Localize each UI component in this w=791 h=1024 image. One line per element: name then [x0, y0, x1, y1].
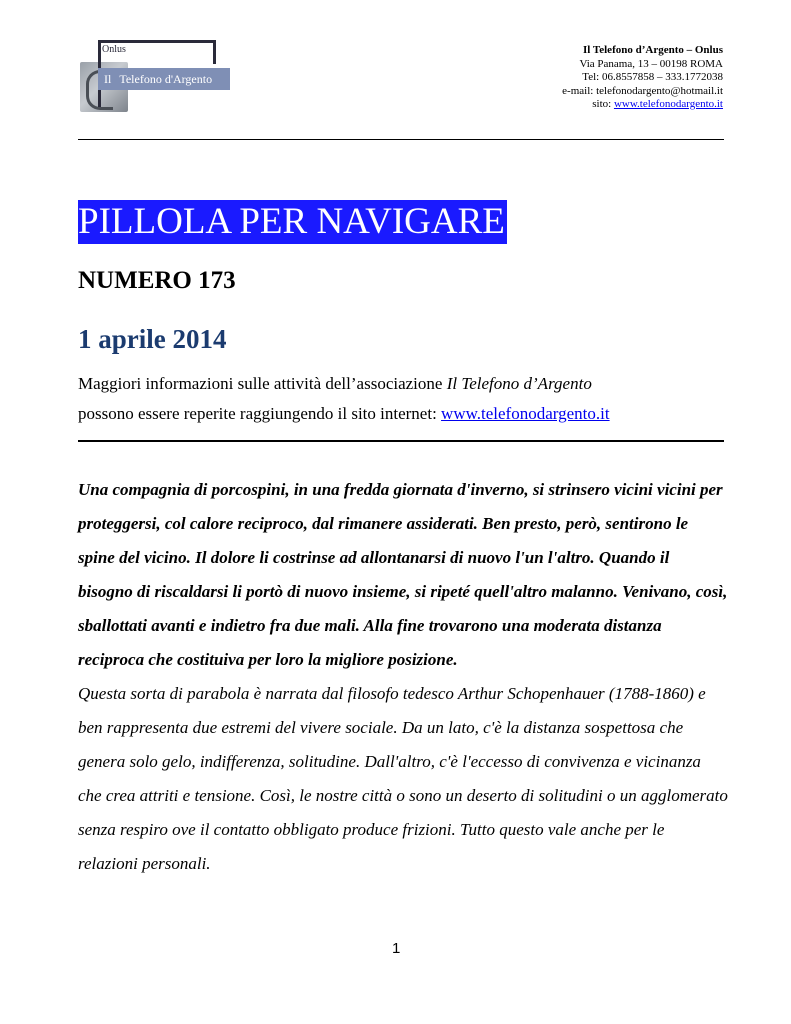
parable-paragraph: Una compagnia di porcospini, in una fredda giornata d'inverno, si strinsero vicini vicini per proteggersi, col calore reciproco, dal rimanere assiderati. Ben presto, però, sentirono le spine del vicino. Il dolore li costrinse ad allontanarsi di nuovo l'un l'altro. Quando il bisogno di riscaldarsi li portò di nuovo insieme, si ripeté quell'altro malanno. Venivano, così, sballottati avanti e indietro fra due mali. Alla fine trovarono una moderata distanza reciproca che costituiva per loro la migliore posizione. — [78, 480, 728, 669]
intro-association-name: Il Telefono d’Argento — [446, 374, 592, 393]
issue-date: 1 aprile 2014 — [78, 324, 227, 354]
intro-divider — [78, 440, 724, 442]
logo-frame-top — [156, 40, 216, 61]
article-body — [78, 473, 728, 881]
logo-frame-right — [213, 40, 216, 64]
header-divider — [78, 139, 724, 140]
contact-site-link[interactable]: www.telefonodargento.it — [613, 98, 723, 110]
contact-site-label: sito: — [592, 98, 614, 110]
page-number: 1 — [392, 940, 401, 957]
logo-il-label: Il — [104, 71, 112, 86]
contact-address: Via Panama, 13 – 00198 ROMA — [579, 57, 723, 70]
page-title: PILLOLA PER NAVIGARE — [78, 201, 505, 242]
intro-text-2: possono essere reperite raggiungendo il sito internet: — [78, 404, 442, 423]
intro-text-1: Maggiori informazioni sulle attività dell’associazione — [78, 374, 447, 393]
contact-block — [562, 44, 723, 112]
contact-tel: Tel: 06.8557858 – 333.1772038 — [582, 71, 723, 83]
intro-paragraph — [78, 369, 724, 429]
issue-number: NUMERO 173 — [78, 267, 236, 294]
contact-email: e-mail: telefonodargento@hotmail.it — [562, 84, 723, 97]
logo-name-label: Telefono d'Argento — [119, 71, 213, 86]
association-logo — [80, 40, 230, 112]
contact-org: Il Telefono d’Argento – Onlus — [583, 44, 723, 56]
commentary-paragraph: Questa sorta di parabola è narrata dal filosofo tedesco Arthur Schopenhauer (1788-1860) e ben rappresenta due estremi del vivere sociale. Da un lato, c'è la distanza sospettosa che genera solo gelo, indifferenza, solitudine. Dall'altro, c'è l'eccesso di convivenza e vicinanza che crea attriti e tensione. Così, le nostre città o sono un deserto di solitudini o un agglomerato senza respiro ove il contatto obbligato produce frizioni. Tutto questo vale anche per le relazioni personali. — [78, 684, 728, 873]
logo-name-band — [98, 68, 230, 90]
contact-site — [562, 98, 723, 112]
intro-site-link[interactable]: www.telefonodargento.it — [441, 404, 610, 423]
logo-onlus-label: Onlus — [102, 44, 126, 55]
